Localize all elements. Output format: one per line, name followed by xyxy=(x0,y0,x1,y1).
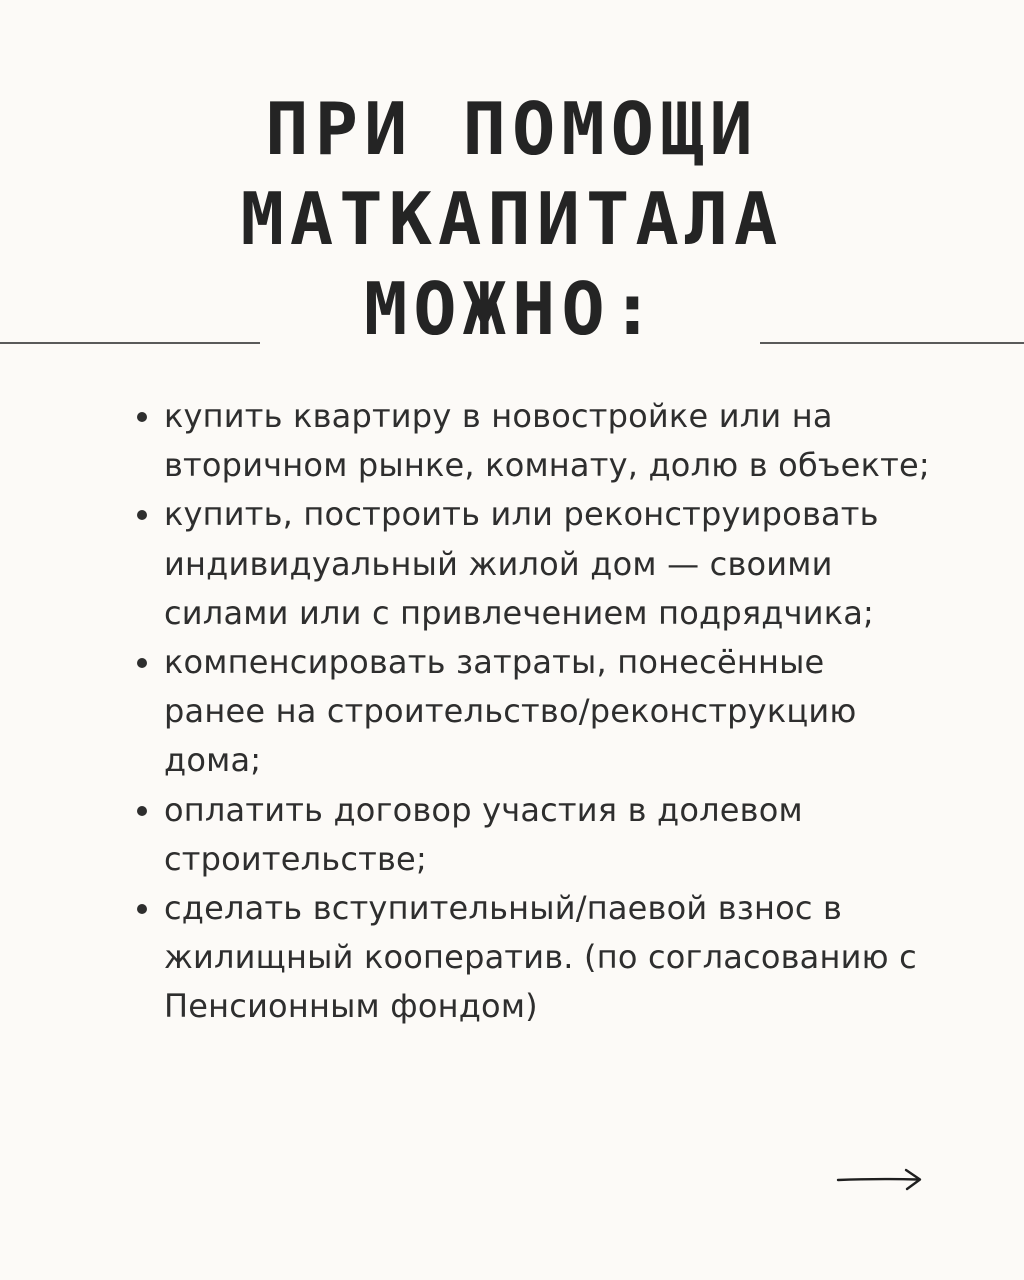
list-item xyxy=(130,884,930,1032)
list-item-text: купить, построить или реконструировать индивидуальный жилой дом — своими силами или с привлечением подрядчика; xyxy=(164,495,879,632)
list-item xyxy=(130,392,930,490)
list-item-text: сделать вступительный/паевой взнос в жилищный кооператив. (по согласованию с Пенсионным фондом) xyxy=(164,889,917,1026)
arrow-right-icon[interactable] xyxy=(836,1164,924,1194)
bullet-icon xyxy=(137,904,147,914)
divider-left xyxy=(0,342,260,344)
bullet-icon xyxy=(137,806,147,816)
list-item xyxy=(130,786,930,884)
bullet-icon xyxy=(137,510,147,520)
bullet-icon xyxy=(137,412,147,422)
title-line-1: ПРИ ПОМОЩИ xyxy=(265,87,759,171)
list-item-text: компенсировать затраты, понесённые ранее на строительство/реконструкцию дома; xyxy=(164,643,857,780)
list-item xyxy=(130,638,930,786)
page-title xyxy=(0,84,1024,354)
title-line-2: МАТКАПИТАЛА xyxy=(240,177,784,261)
list-item-text: купить квартиру в новостройке или на вторичном рынке, комнату, долю в объекте; xyxy=(164,397,930,485)
divider-right xyxy=(760,342,1024,344)
bullet-icon xyxy=(137,658,147,668)
list-item xyxy=(130,490,930,638)
title-line-3: МОЖНО: xyxy=(363,267,661,351)
list-item-text: оплатить договор участия в долевом строительстве; xyxy=(164,790,803,878)
bullet-list xyxy=(130,392,930,1032)
